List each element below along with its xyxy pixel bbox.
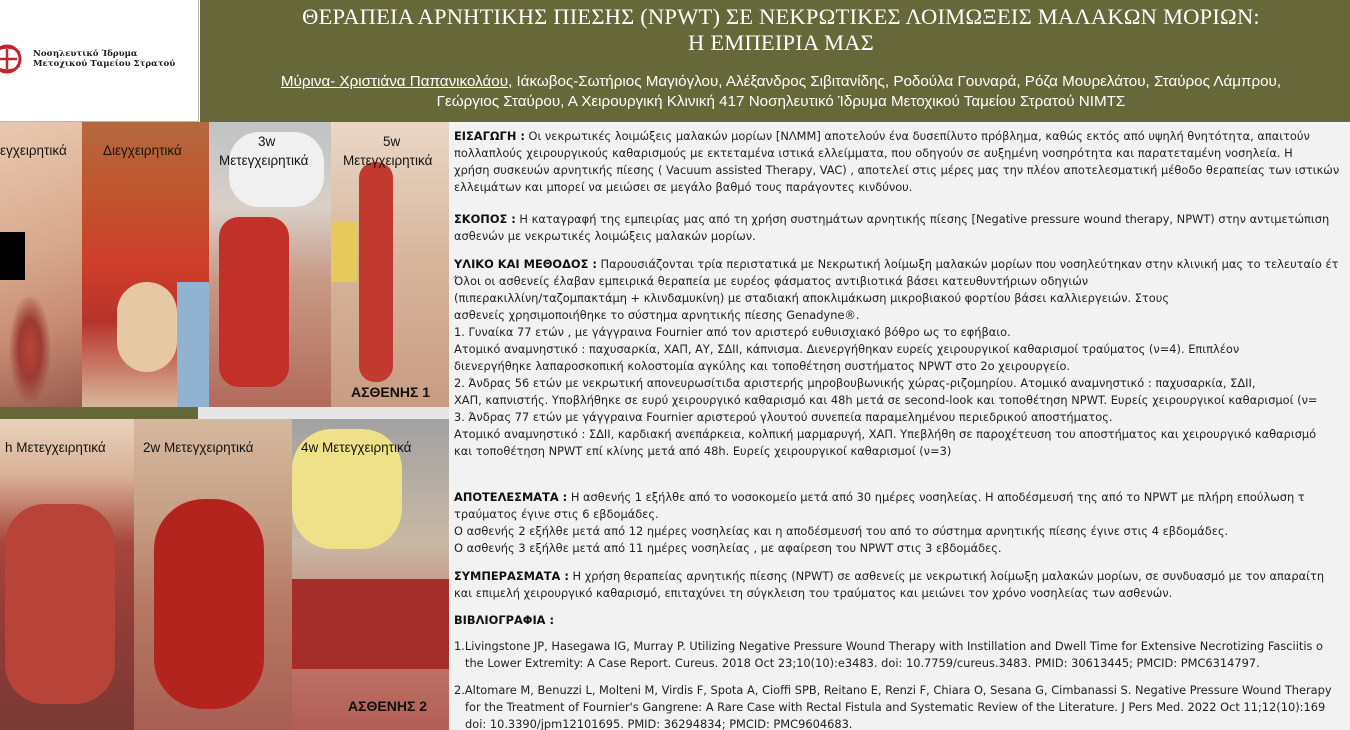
methods-line: Όλοι οι ασθενείς έλαβαν εμπειρικά θεραπεία με ευρέος φάσματος αντιβιοτικά βάσει κατευθυντήριων οδηγιών — [454, 274, 1089, 288]
poster-header — [200, 0, 1350, 122]
section-intro — [454, 128, 1339, 196]
reference-2-line: doi: 10.3390/jpm12101695. PMID: 36294834; PMCID: PMC9604683. — [465, 717, 853, 730]
text-panel — [449, 122, 1350, 730]
results-first: Η ασθενής 1 εξήλθε από το νοσοκομείο μετά από 30 ημέρες νοσηλείας. Η αποδέσμευσή της από το NPWT με πλήρη επούλωση τ — [567, 490, 1305, 504]
references-heading-line — [454, 612, 554, 629]
caption-3w: Μετεγχειρητικά — [219, 153, 309, 168]
conclusions-line: και επιμελή χειρουργικό καθαρισμό, επιταχύνει τη σύγκλειση του τραύματος και μειώνει τον χρόνο νοσηλείας των ασθενών. — [454, 586, 1173, 600]
reference-1-line: the Lower Extremity: A Case Report. Cureus. 2018 Oct 23;10(10):e3483. doi: 10.7759/cureus.3483. PMID: 30613445; PMCID: PMC6314797. — [465, 656, 1260, 670]
methods-line: Ατομικό αναμνηστικό : παχυσαρκία, ΧΑΠ, ΑΥ, ΣΔΙΙ, κάπνισμα. Διενεργήθηκαν ευρείς χειρουργικοί καθαρισμοί τραύματος (ν=4). Επιπλέον — [454, 342, 1240, 356]
caption-intraop: Διεγχειρητικά — [103, 143, 182, 158]
results-line: τραύματος έγινε στις 6 εβδομάδες. — [454, 507, 659, 521]
section-results — [454, 489, 1305, 557]
patient-2-label: ΑΣΘΕΝΗΣ 2 — [348, 698, 428, 714]
photo-patient1-preop — [0, 122, 82, 407]
photo-patient2-2w — [134, 419, 292, 730]
censor-bar — [0, 232, 25, 280]
wound-area — [154, 499, 264, 709]
logo-line-2: Μετοχικού Ταμείου Στρατού — [33, 59, 176, 69]
methods-first: Παρουσιάζονται τρία περιστατικά με Νεκρωτική λοίμωξη μαλακών μορίων που νοσηλεύτηκαν στην κλινική μας το τελευταίο έτ — [596, 257, 1339, 271]
methods-line: Ατομικό αναμνηστικό : ΣΔΙΙ, καρδιακή ανεπάρκεια, κολπική μαρμαρυγή, ΧΑΠ. Υπεβλήθη σε παροχέτευση του αποστήματος και χειρουργικό καθαρισμό — [454, 427, 1317, 441]
caption-p2-4w: 4w Μετεγχειρητικά — [301, 440, 412, 455]
title-line-2: Η ΕΜΠΕΙΡΙΑ ΜΑΣ — [688, 30, 874, 55]
aim-heading: ΣΚΟΠΟΣ : — [454, 212, 516, 226]
reference-1-line: 1.Livingstone JP, Hasegawa IG, Murray P. Utilizing Negative Pressure Wound Therapy with Instillation and Dwell Time for Extensive Necrotizing Fasciitis o — [454, 639, 1324, 653]
divider-band-light — [198, 407, 449, 419]
intro-line: πολλαπλούς χειρουργικούς καθαρισμούς με εκτεταμένα ιστικά ελλείμματα, που οδηγούν σε αυξημένη νοσηρότητα και παρατεταμένη νοσηλεία. Η — [454, 146, 1293, 160]
caption-5w: Μετεγχειρητικά — [343, 153, 433, 168]
wound-area — [359, 162, 393, 382]
photo-patient1-intraop — [82, 122, 209, 407]
methods-line: ασθενείς χρησιμοποιήθηκε το σύστημα αρνητικής πίεσης Genadyne®. — [454, 308, 860, 322]
conclusions-first-line — [454, 568, 1324, 585]
conclusions-first: Η χρήση θεραπείας αρνητικής πίεσης (NPWT) σε ασθενείς με νεκρωτική λοίμωξη μαλακών μορίων, σε συνδυασμό με τον απαραίτη — [568, 569, 1325, 583]
title-line-1: ΘΕΡΑΠΕΙΑ ΑΡΝΗΤΙΚΗΣ ΠΙΕΣΗΣ (NPWT) ΣΕ ΝΕΚΡΩΤΙΚΕΣ ΛΟΙΜΩΞΕΙΣ ΜΑΛΑΚΩΝ ΜΟΡΙΩΝ: — [302, 4, 1260, 29]
reference-1 — [454, 638, 1323, 672]
reference-2-line: 2.Altomare M, Benuzzi L, Molteni M, Virdis F, Spota A, Cioffi SPB, Reitano E, Renzi F, Chiara O, Sesana G, Cimbanassi S. Negative Pressure Wound Therapy — [454, 683, 1332, 697]
glove-area — [331, 222, 357, 282]
wound-area — [10, 297, 50, 402]
poster-title — [200, 4, 1350, 56]
methods-first-line — [454, 256, 1338, 273]
results-line: Ο ασθενής 3 εξήλθε μετά από 11 ημέρες νοσηλείας , με αφαίρεση του NPWT στις 3 εβδομάδες. — [454, 541, 1002, 555]
logo-text — [33, 49, 175, 69]
divider-band — [0, 407, 198, 419]
results-heading: ΑΠΟΤΕΛΕΣΜΑΤΑ : — [454, 490, 568, 504]
logo-line-1: Νοσηλευτικό Ίδρυμα — [33, 49, 138, 59]
methods-line: διενεργήθηκε λαπαροσκοπική κολοστομία αγκύλης και τοποθέτηση συστήματος NPWT στο 2ο χειρουργείο. — [454, 359, 1071, 373]
section-methods — [454, 256, 1338, 460]
aim-line: ασθενών με νεκρωτικές λοιμώξεις μαλακών μορίων. — [454, 229, 756, 243]
aim-first-line — [454, 211, 1329, 228]
wound-area — [5, 504, 115, 704]
methods-line: 1. Γυναίκα 77 ετών , με γάγγραινα Fournier από τον αριστερό ευθυισχιακό βόθρο ως το εφήβαιο. — [454, 325, 1011, 339]
lead-author: Μύρινα- Χριστιάνα Παπανικολάου, — [280, 73, 513, 90]
wound-area — [292, 579, 449, 669]
caption-5w-label: 5w — [383, 134, 401, 149]
results-line: Ο ασθενής 2 εξήλθε μετά από 12 ημέρες νοσηλείας και η αποδέσμευσή του από το σύστημα αρνητικής πίεσης έγινε στις 4 εβδομάδες. — [454, 524, 1229, 538]
methods-line: 3. Άνδρας 77 ετών με γάγγραινα Fournier αριστερού γλουτού συνεπεία παραμελημένου περιεδρικού αποστήματος. — [454, 410, 1113, 424]
methods-heading: ΥΛΙΚΟ ΚΑΙ ΜΕΘΟΔΟΣ : — [454, 257, 597, 271]
reference-2 — [454, 682, 1332, 730]
section-references — [454, 612, 554, 629]
authors-line-1 — [200, 72, 1350, 92]
glove-area — [117, 282, 177, 372]
intro-first: Οι νεκρωτικές λοιμώξεις μαλακών μορίων [ΝΛΜΜ] αποτελούν ένα δυσεπίλυτο πρόβλημα, καθώς εκτός από υψηλή θνητότητα, απαιτούν — [524, 129, 1310, 143]
wound-area — [219, 217, 289, 387]
photo-patient2-4w — [292, 419, 449, 730]
clinical-photos — [0, 122, 449, 730]
results-first-line — [454, 489, 1305, 506]
caption-preop: εγχειρητικά — [0, 143, 67, 158]
intro-line: ελλειμάτων και μπορεί να μειώσει σε μεγάλο βαθμό τους παράγοντες κινδύνου. — [454, 180, 913, 194]
coauthors: Ιάκωβος-Σωτήριος Μαγιόγλου, Αλέξανδρος Σιβιτανίδης, Ροδούλα Γουναρά, Ρόζα Μουρελάτου, Σταύρος Λάμπρου, — [512, 73, 1282, 90]
methods-line: και τοποθέτηση NPWT επί κλίνης μετά από 48h. Ευρείς χειρουργικοί καθαρισμοί (ν=3) — [454, 444, 952, 458]
intro-first-line — [454, 128, 1339, 145]
reference-2-line: for the Treatment of Fournier's Gangrene: A Rare Case with Rectal Fistula and Systematic Review of the Literature. J Pers Med. 2022 Oct 11;12(10):169 — [465, 700, 1326, 714]
affiliation: Γεώργιος Σταύρου, Α Χειρουργική Κλινική 417 Νοσηλευτικό Ίδρυμα Μετοχικού Ταμείου Στρατού ΝΙΜΤΣ — [436, 93, 1126, 110]
methods-line: (πιπερακιλλίνη/ταζομπακτάμη + κλινδαμυκίνη) με σταδιακή αποκλιμάκωση μικροβιακού φορτίου βάσει καλλιεργειών. Στους — [454, 291, 1170, 305]
drape-area — [177, 282, 209, 407]
methods-line: ΧΑΠ, καπνιστής. Υποβλήθηκε σε ευρύ χειρουργικό καθαρισμό και 48h μετά σε second-look και τοποθέτηση NPWT. Ευρείς χειρουργικοί καθαρισμοί (ν= — [454, 393, 1318, 407]
aim-first: Η καταγραφή της εμπειρίας μας από τη χρήση συστημάτων αρνητικής πίεσης [Negative pressure wound therapy, NPWT) στην αντιμετώπιση — [515, 212, 1330, 226]
patient-1-label: ΑΣΘΕΝΗΣ 1 — [351, 384, 431, 400]
caption-p2-postop: h Μετεγχειρητικά — [5, 440, 106, 455]
references-heading: ΒΙΒΛΙΟΓΡΑΦΙΑ : — [454, 613, 555, 627]
authors — [200, 72, 1350, 112]
section-conclusions — [454, 568, 1324, 602]
caption-3w-label: 3w — [258, 134, 276, 149]
hospital-logo-icon — [0, 42, 26, 76]
logo-box — [0, 0, 199, 122]
section-aim — [454, 211, 1329, 245]
caption-p2-2w: 2w Μετεγχειρητικά — [143, 440, 254, 455]
intro-heading: ΕΙΣΑΓΩΓΗ : — [454, 129, 525, 143]
photo-patient2-postop-1 — [0, 419, 134, 730]
methods-line: 2. Άνδρας 56 ετών με νεκρωτική απονευρωσίτιδα αριστερής μηροβουβωνικής χώρας-ριζομηρίου. Ατομικό αναμνηστικό : παχυσαρκία, ΣΔΙΙ, — [454, 376, 1256, 390]
conclusions-heading: ΣΥΜΠΕΡΑΣΜΑΤΑ : — [454, 569, 569, 583]
intro-line: χρήση συσκευών αρνητικής πίεσης ( Vacuum assisted Therapy, VAC) , αποτελεί στις μέρες μας την πλέον αποτελεσματική μέθοδο θεραπείας των ιστικών — [454, 163, 1340, 177]
